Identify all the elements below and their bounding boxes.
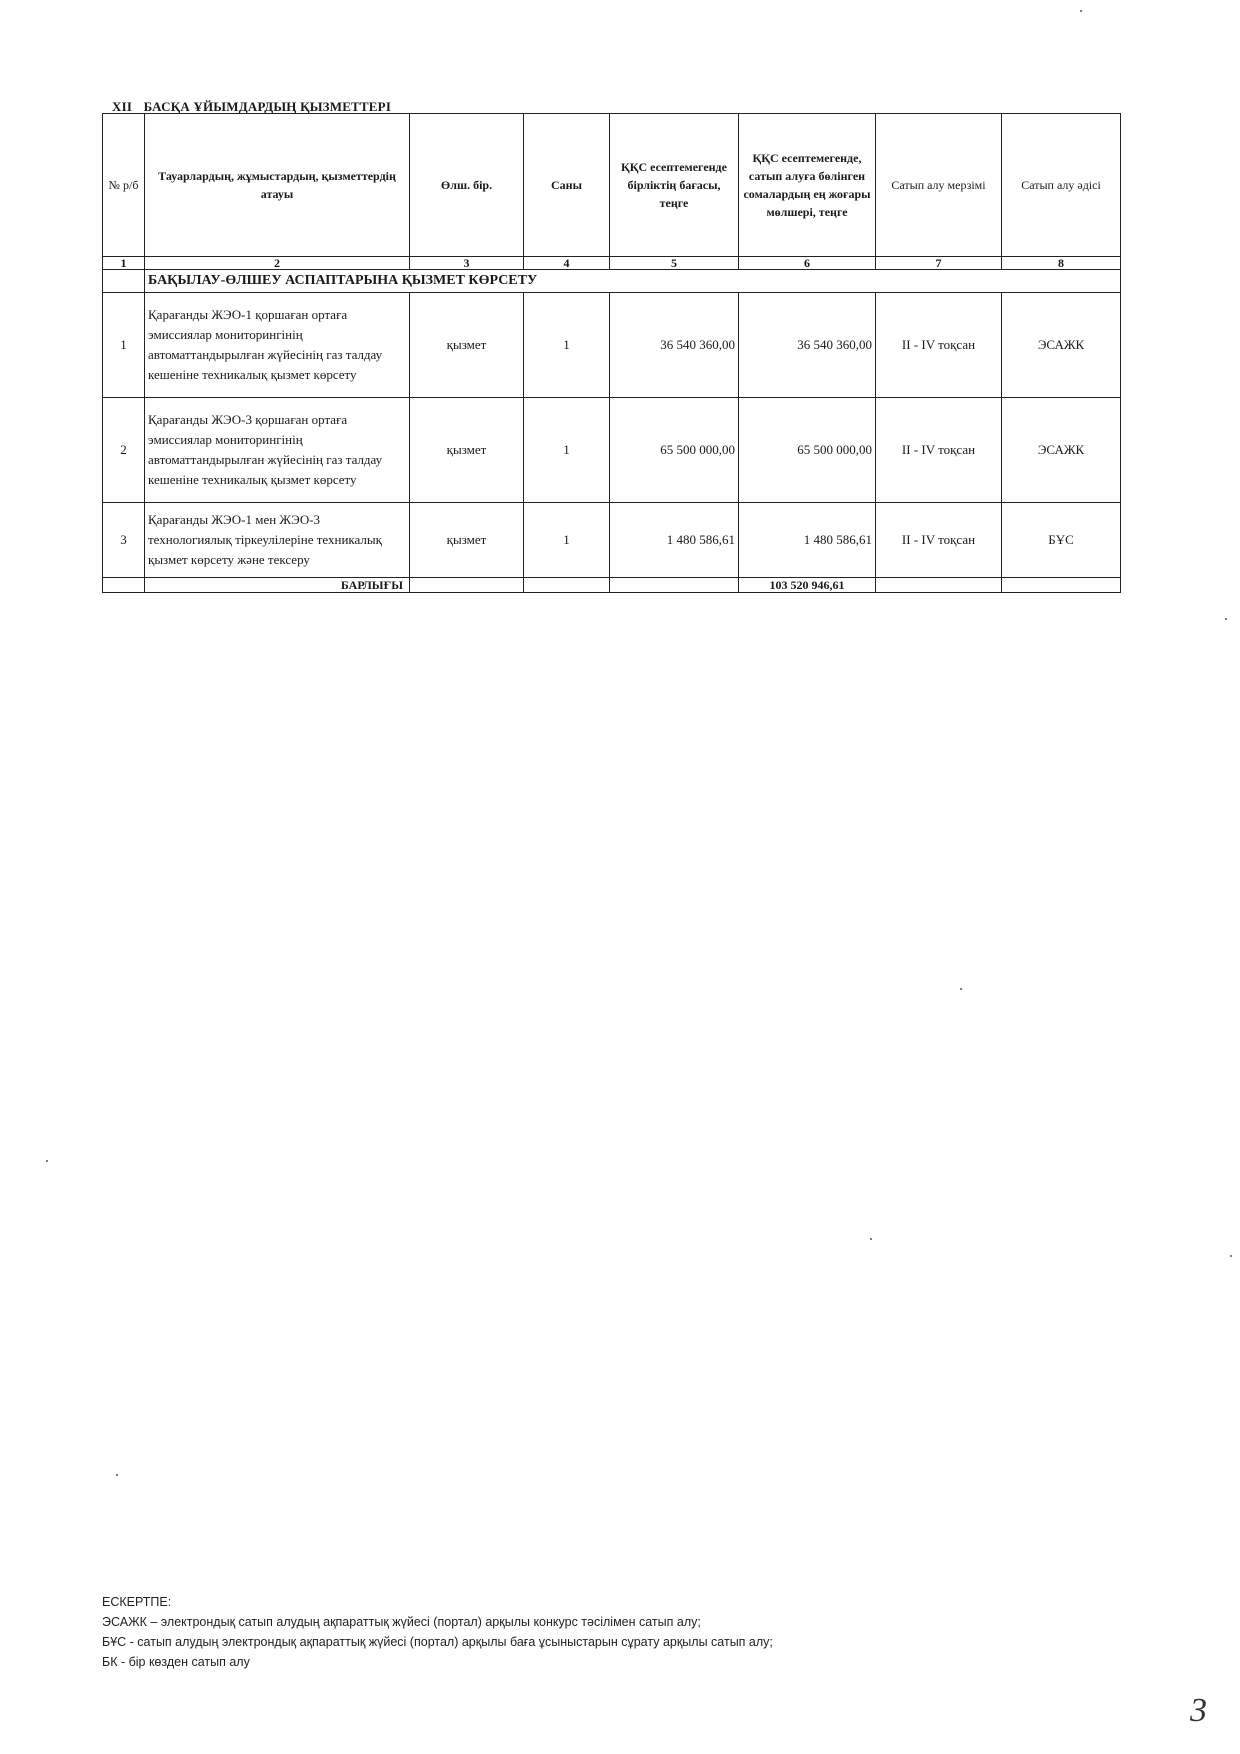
row-name: Қарағанды ЖЭО-1 қоршаған ортаға эмиссиялар мониторингінің автоматтандырылған жүйесінің газ талдау кешеніне техникалық қызмет көрсету [145, 293, 410, 398]
row-price: 1 480 586,61 [610, 503, 739, 578]
column-number: 1 [103, 257, 145, 270]
header-price: ҚҚС есептемегенде бірліктің бағасы, теңге [610, 114, 739, 257]
notes-title: ЕСКЕРТПЕ: [102, 1595, 172, 1609]
row-total: 1 480 586,61 [739, 503, 876, 578]
row-period: II - IV тоқсан [876, 398, 1002, 503]
column-number-row [103, 257, 1121, 270]
page-number: 3 [1190, 1692, 1207, 1729]
row-no: 3 [103, 503, 145, 578]
note-line: БҰС - сатып алудың электрондық ақпараттық жүйесі (портал) арқылы баға ұсыныстарын сұрату арқылы сатып алу; [102, 1635, 773, 1649]
total-label: БАРЛЫҒЫ [145, 578, 410, 593]
row-price: 36 540 360,00 [610, 293, 739, 398]
column-number: 4 [524, 257, 610, 270]
scan-speck [1080, 10, 1082, 12]
row-unit: қызмет [410, 503, 524, 578]
row-name: Қарағанды ЖЭО-3 қоршаған ортаға эмиссиялар мониторингінің автоматтандырылған жүйесінің газ талдау кешеніне техникалық қызмет көрсету [145, 398, 410, 503]
row-method: ЭСАЖК [1002, 398, 1121, 503]
total-value: 103 520 946,61 [739, 578, 876, 593]
procurement-table [102, 113, 1121, 593]
table-row [103, 503, 1121, 578]
table-row [103, 398, 1121, 503]
row-unit: қызмет [410, 398, 524, 503]
scan-speck [870, 1238, 872, 1240]
header-no: № р/б [103, 114, 145, 257]
section-number: XII [112, 99, 133, 114]
row-price: 65 500 000,00 [610, 398, 739, 503]
column-number: 6 [739, 257, 876, 270]
row-period: II - IV тоқсан [876, 293, 1002, 398]
header-name: Тауарлардың, жұмыстардың, қызметтердің атауы [145, 114, 410, 257]
row-period: II - IV тоқсан [876, 503, 1002, 578]
note-line: БК - бір көзден сатып алу [102, 1655, 250, 1669]
total-row [103, 578, 1121, 593]
scan-speck [116, 1474, 118, 1476]
row-no: 1 [103, 293, 145, 398]
section-heading: БАСҚА ҰЙЫМДАРДЫҢ ҚЫЗМЕТТЕРІ [143, 99, 392, 114]
scan-speck [960, 988, 962, 990]
row-qty: 1 [524, 398, 610, 503]
notes-block [102, 1592, 773, 1672]
column-number: 8 [1002, 257, 1121, 270]
row-qty: 1 [524, 503, 610, 578]
header-qty: Саны [524, 114, 610, 257]
header-row [103, 114, 1121, 257]
row-method: ЭСАЖК [1002, 293, 1121, 398]
row-total: 36 540 360,00 [739, 293, 876, 398]
table-row [103, 293, 1121, 398]
row-method: БҰС [1002, 503, 1121, 578]
column-number: 3 [410, 257, 524, 270]
scan-speck [46, 1160, 48, 1162]
column-number: 5 [610, 257, 739, 270]
row-name: Қарағанды ЖЭО-1 мен ЖЭО-3 технологиялық тіркеулілеріне техникалық қызмет көрсету және тексеру [145, 503, 410, 578]
row-unit: қызмет [410, 293, 524, 398]
column-number: 2 [145, 257, 410, 270]
header-unit: Өлш. бір. [410, 114, 524, 257]
group-title: БАҚЫЛАУ-ӨЛШЕУ АСПАПТАРЫНА ҚЫЗМЕТ КӨРСЕТУ [145, 270, 1121, 293]
row-qty: 1 [524, 293, 610, 398]
header-total: ҚҚС есептемегенде, сатып алуға бөлінген сомалардың ең жоғары мөлшері, теңге [739, 114, 876, 257]
row-no: 2 [103, 398, 145, 503]
row-total: 65 500 000,00 [739, 398, 876, 503]
group-row [103, 270, 1121, 293]
column-number: 7 [876, 257, 1002, 270]
scan-speck [1230, 1255, 1232, 1257]
header-method: Сатып алу әдісі [1002, 114, 1121, 257]
note-line: ЭСАЖК – электрондық сатып алудың ақпараттық жүйесі (портал) арқылы конкурс тәсілімен сатып алу; [102, 1615, 701, 1629]
scan-speck [1225, 618, 1227, 620]
header-period: Сатып алу мерзімі [876, 114, 1002, 257]
